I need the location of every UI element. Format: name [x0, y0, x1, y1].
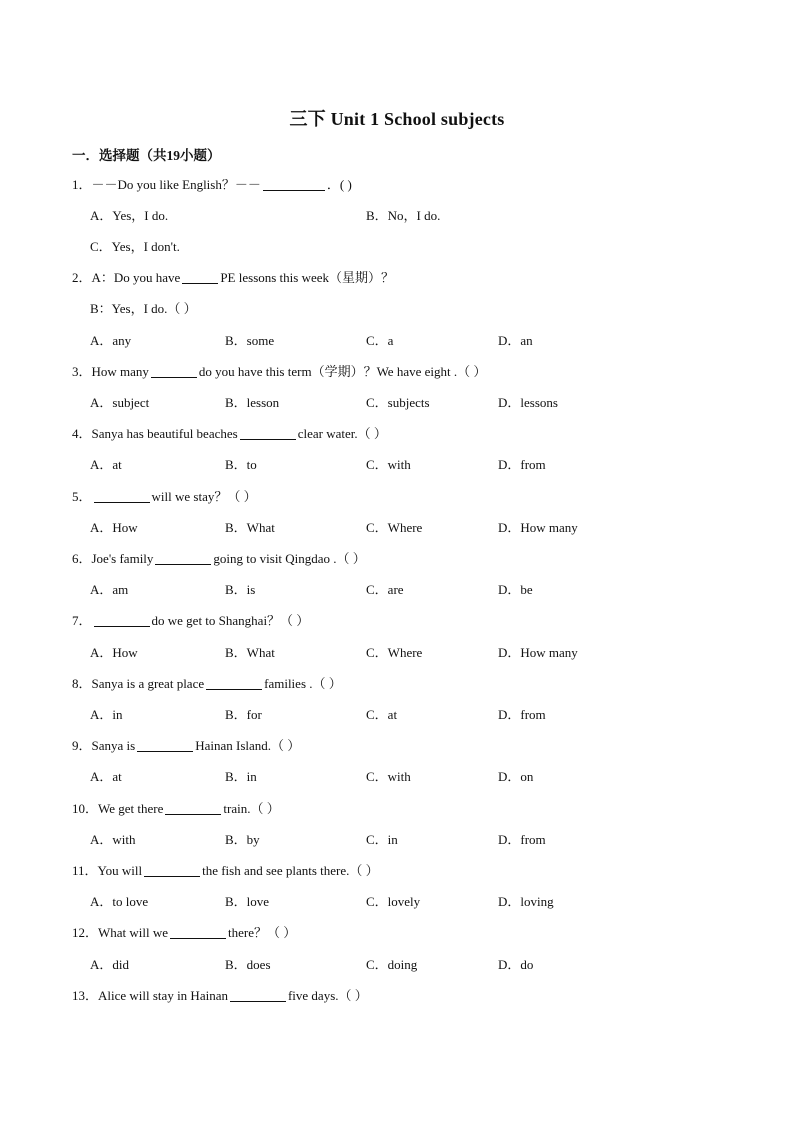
option-b[interactable]: B．What	[225, 520, 275, 535]
answer-blank[interactable]	[240, 425, 296, 440]
option-a[interactable]: A．any	[90, 333, 132, 348]
question-9: 9．Sanya is Hainan Island.（ ）	[72, 738, 301, 753]
option-d[interactable]: D．do	[498, 957, 534, 972]
answer-blank[interactable]	[263, 176, 325, 191]
option-b[interactable]: B．does	[225, 957, 271, 972]
option-c[interactable]: C．Yes，I don't.	[90, 239, 180, 254]
question-8: 8．Sanya is a great place families .（ ）	[72, 676, 342, 691]
answer-blank[interactable]	[94, 488, 150, 503]
option-a[interactable]: A．subject	[90, 395, 150, 410]
question-3: 3．How many do you have this term（学期）？We have eight .（ ）	[72, 364, 487, 379]
option-d[interactable]: D．How many	[498, 520, 578, 535]
option-d[interactable]: D．be	[498, 582, 533, 597]
answer-blank[interactable]	[94, 612, 150, 627]
option-b[interactable]: B．lesson	[225, 395, 280, 410]
option-c[interactable]: C．in	[366, 832, 398, 847]
option-b[interactable]: B．No，I do.	[366, 208, 441, 223]
section-heading: 一．选择题（共19小题）	[72, 148, 221, 163]
question-4: 4．Sanya has beautiful beaches clear water.（ ）	[72, 426, 387, 441]
option-d[interactable]: D．an	[498, 333, 533, 348]
answer-blank[interactable]	[144, 862, 200, 877]
option-c[interactable]: C．subjects	[366, 395, 430, 410]
option-a[interactable]: A．How	[90, 645, 138, 660]
answer-blank[interactable]	[151, 363, 197, 378]
option-c[interactable]: C．are	[366, 582, 404, 597]
option-a[interactable]: A．at	[90, 769, 122, 784]
answer-blank[interactable]	[137, 737, 193, 752]
option-b[interactable]: B．some	[225, 333, 275, 348]
option-a[interactable]: A．How	[90, 520, 138, 535]
answer-blank[interactable]	[155, 550, 211, 565]
question-12: 12．What will we there？（ ）	[72, 925, 297, 940]
answer-blank[interactable]	[170, 924, 226, 939]
question-7: 7． do we get to Shanghai？（ ）	[72, 613, 310, 628]
option-d[interactable]: D．loving	[498, 894, 554, 909]
option-b[interactable]: B．love	[225, 894, 270, 909]
page-title: 三下 Unit 1 School subjects	[289, 109, 505, 129]
option-c[interactable]: C．at	[366, 707, 398, 722]
question-13: 13．Alice will stay in Hainan five days.（ ）	[72, 988, 368, 1003]
option-c[interactable]: C．lovely	[366, 894, 421, 909]
option-d[interactable]: D．from	[498, 707, 546, 722]
question-2-reply: B：Yes，I do.（ ）	[90, 301, 197, 316]
option-b[interactable]: B．in	[225, 769, 257, 784]
option-b[interactable]: B．What	[225, 645, 275, 660]
option-c[interactable]: C．Where	[366, 645, 423, 660]
option-c[interactable]: C．with	[366, 769, 411, 784]
question-6: 6．Joe's family going to visit Qingdao .（ ）	[72, 551, 366, 566]
option-a[interactable]: A．with	[90, 832, 136, 847]
answer-blank[interactable]	[230, 987, 286, 1002]
question-1: 1．－－Do you like English？－－ ．( )	[72, 177, 352, 192]
option-c[interactable]: C．Where	[366, 520, 423, 535]
answer-blank[interactable]	[206, 675, 262, 690]
option-d[interactable]: D．on	[498, 769, 534, 784]
option-c[interactable]: C．with	[366, 457, 411, 472]
option-d[interactable]: D．from	[498, 832, 546, 847]
option-b[interactable]: B．is	[225, 582, 256, 597]
option-a[interactable]: A．at	[90, 457, 122, 472]
option-d[interactable]: D．lessons	[498, 395, 558, 410]
option-a[interactable]: A．Yes，I do.	[90, 208, 169, 223]
option-c[interactable]: C．a	[366, 333, 394, 348]
option-b[interactable]: B．for	[225, 707, 262, 722]
option-a[interactable]: A．did	[90, 957, 130, 972]
option-a[interactable]: A．in	[90, 707, 123, 722]
option-d[interactable]: D．from	[498, 457, 546, 472]
answer-blank[interactable]	[165, 800, 221, 815]
option-a[interactable]: A．to love	[90, 894, 149, 909]
question-5: 5． will we stay？（ ）	[72, 489, 257, 504]
option-b[interactable]: B．to	[225, 457, 257, 472]
answer-blank[interactable]	[182, 269, 218, 284]
option-d[interactable]: D．How many	[498, 645, 578, 660]
question-10: 10．We get there train.（ ）	[72, 801, 280, 816]
option-b[interactable]: B．by	[225, 832, 260, 847]
question-11: 11．You will the fish and see plants there.（ ）	[72, 863, 379, 878]
option-c[interactable]: C．doing	[366, 957, 418, 972]
question-2: 2．A：Do you have PE lessons this week（星期）？	[72, 270, 395, 285]
option-a[interactable]: A．am	[90, 582, 129, 597]
